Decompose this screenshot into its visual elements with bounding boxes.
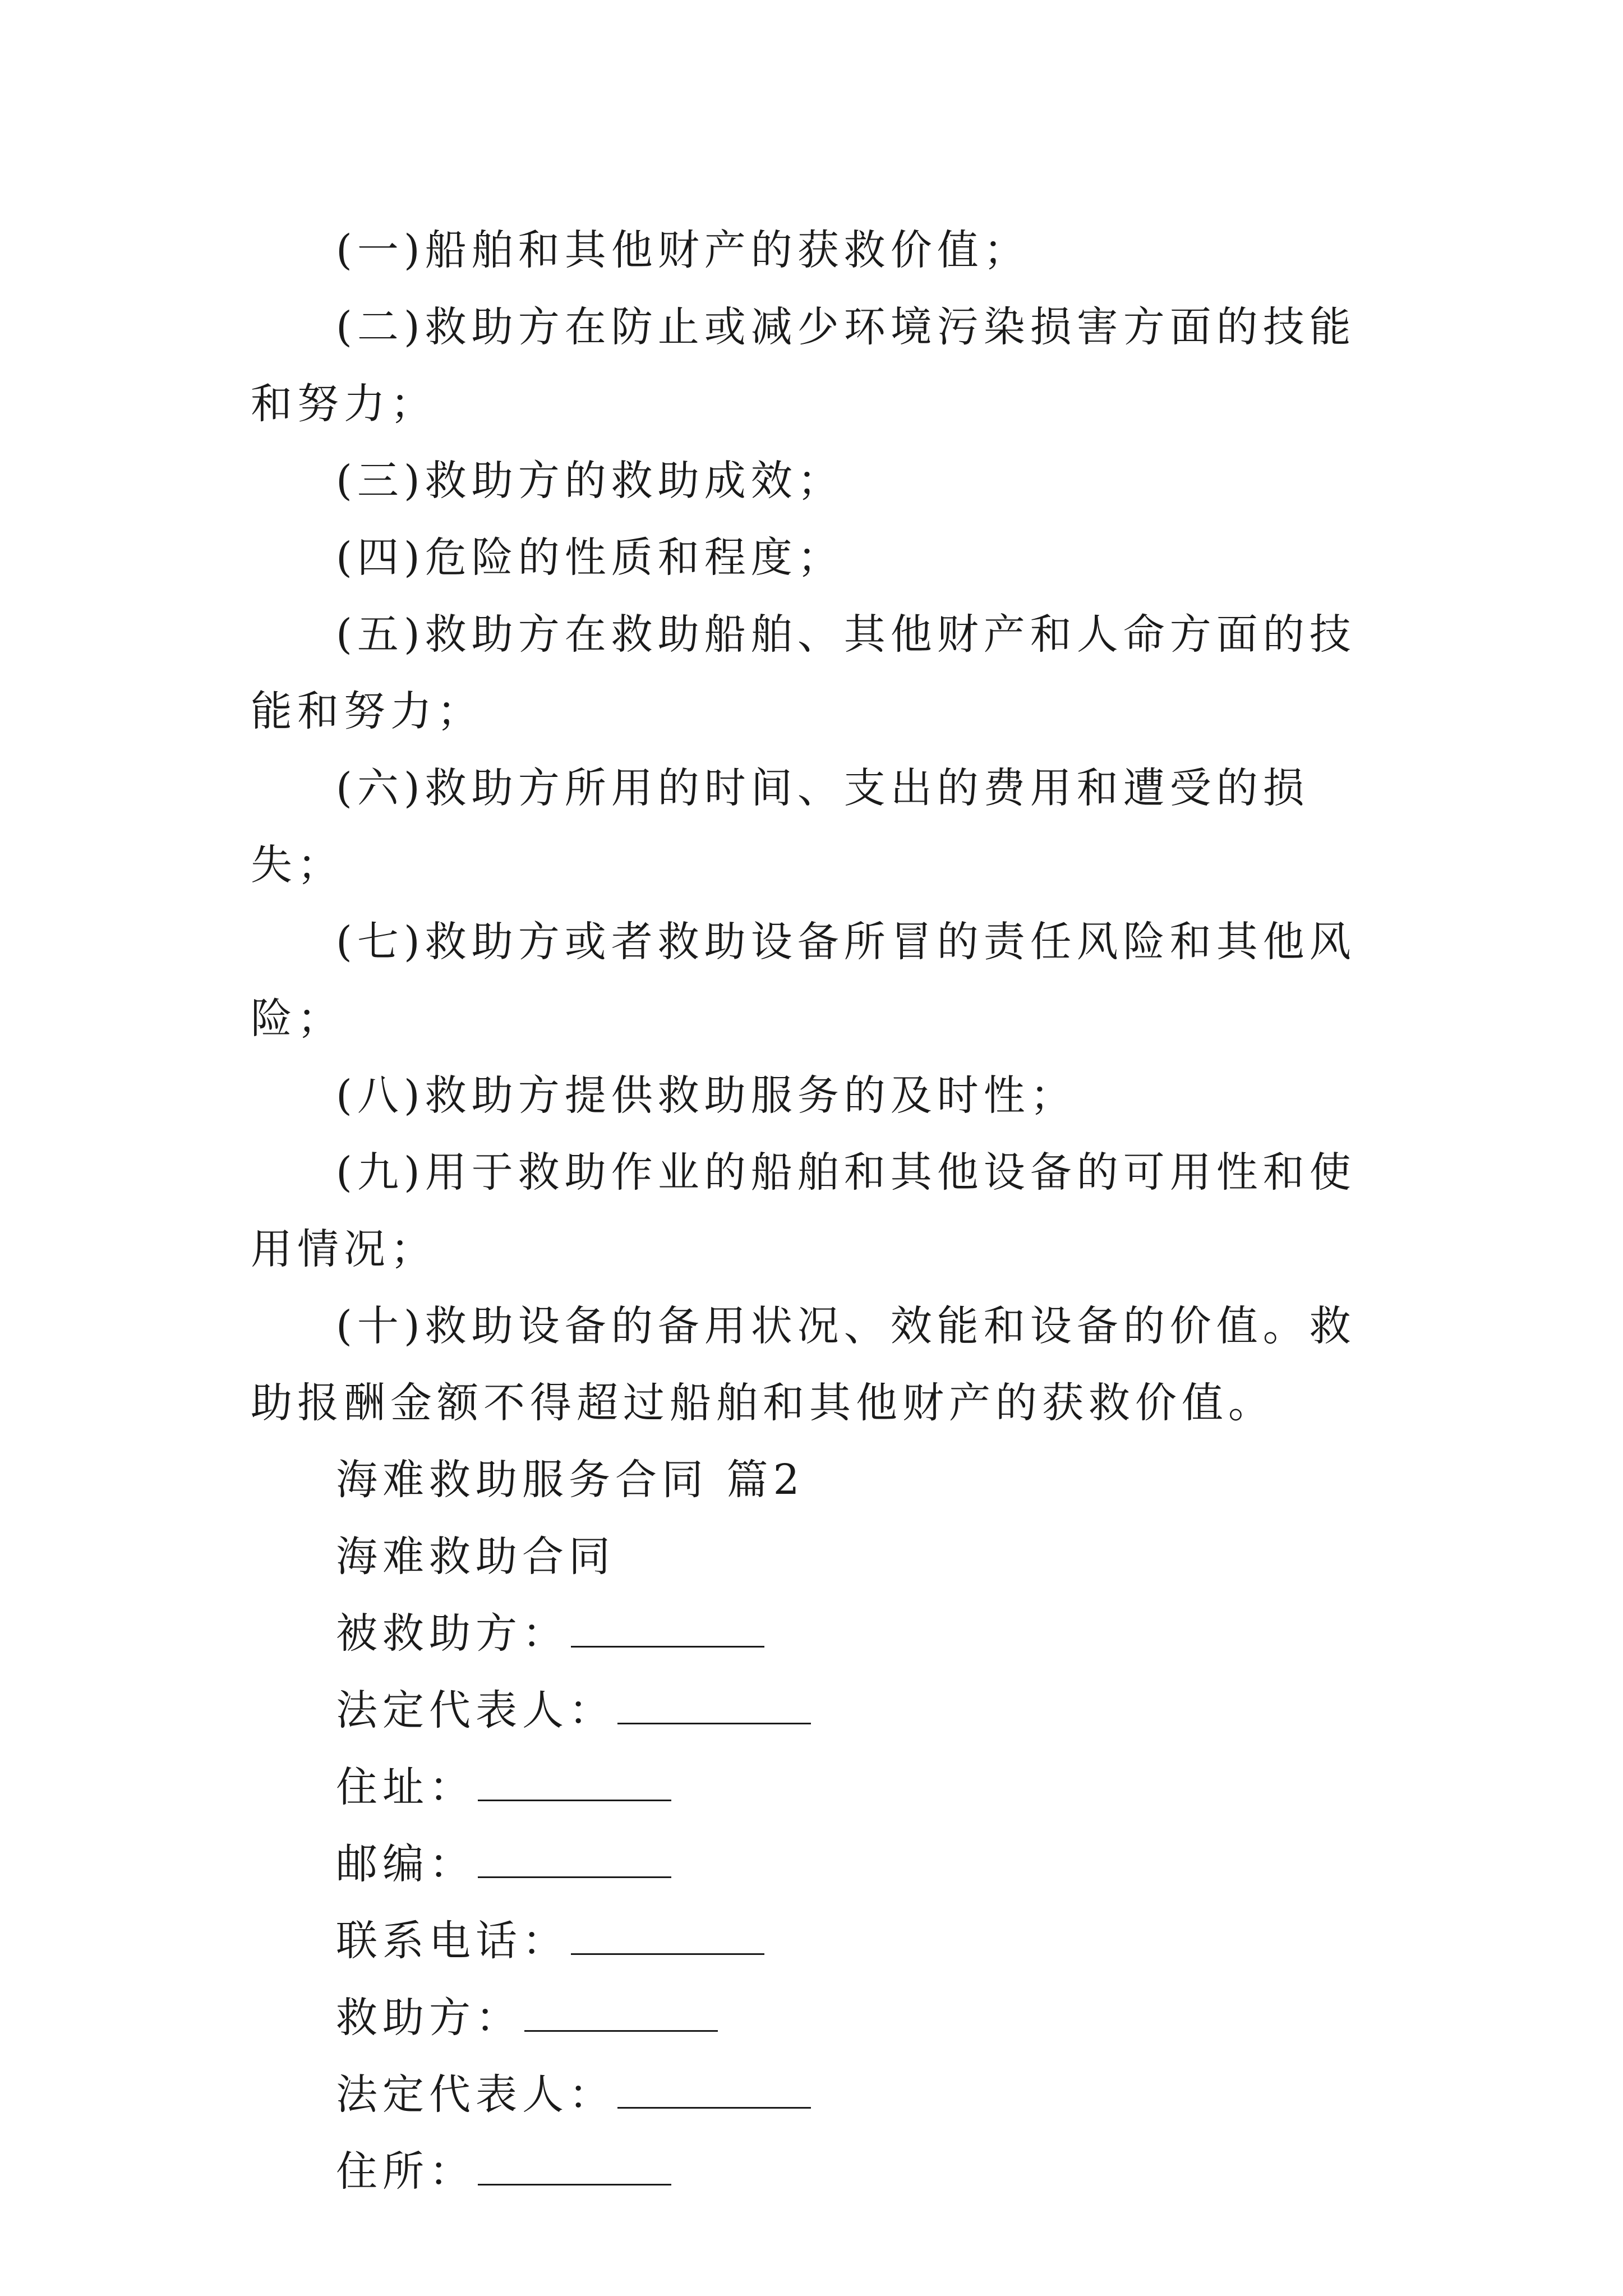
field-label: 住所：	[336, 2147, 476, 2196]
field-postcode	[251, 1826, 1372, 1903]
clause-3: (三)救助方的救助成效；	[336, 457, 844, 505]
clause-9: (九)用于救助作业的船舶和其他设备的可用性和使用情况；	[251, 1148, 1356, 1273]
field-label: 联系电话：	[336, 1917, 569, 1965]
field-label: 邮编：	[336, 1840, 476, 1888]
field-label: 被救助方：	[336, 1609, 569, 1658]
clause-2: (二)救助方在防止或减少环境污染损害方面的技能和努力；	[251, 303, 1356, 428]
blank-line[interactable]	[617, 1688, 811, 1724]
field-label: 法定代表人：	[336, 2070, 615, 2119]
blank-line[interactable]	[478, 2149, 671, 2185]
clause-4: (四)危险的性质和程度；	[336, 533, 844, 582]
field-phone	[251, 1903, 1372, 1980]
clause-1: (一)船舶和其他财产的获救价值；	[336, 226, 1030, 274]
blank-line[interactable]	[617, 2072, 811, 2109]
blank-line[interactable]	[478, 1842, 671, 1878]
contract-title: 海难救助合同	[336, 1533, 615, 1581]
field-residence	[251, 2133, 1372, 2210]
field-rescued-party	[251, 1595, 1372, 1672]
field-rescued-legal-rep	[251, 1672, 1372, 1749]
clause-5: (五)救助方在救助船舶、其他财产和人命方面的技能和努力；	[251, 610, 1356, 735]
clause-10: (十)救助设备的备用状况、效能和设备的价值。救助报酬金额不得超过船舶和其他财产的获救价值。	[251, 1302, 1356, 1427]
clause-7: (七)救助方或者救助设备所冒的责任风险和其他风险；	[251, 918, 1356, 1043]
field-label: 救助方：	[336, 1994, 522, 2042]
field-label: 法定代表人：	[336, 1686, 615, 1734]
clause-6: (六)救助方所用的时间、支出的费用和遭受的损失；	[251, 764, 1310, 889]
blank-line[interactable]	[524, 1995, 718, 2032]
field-address	[251, 1749, 1372, 1826]
field-salvor-legal-rep	[251, 2056, 1372, 2133]
blank-line[interactable]	[478, 1765, 671, 1801]
field-label: 住址：	[336, 1763, 476, 1811]
clause-8: (八)救助方提供救助服务的及时性；	[336, 1071, 1077, 1120]
blank-line[interactable]	[571, 1918, 764, 1955]
section-heading: 海难救助服务合同 篇2	[336, 1456, 805, 1504]
field-salvor	[251, 1980, 1372, 2056]
document-body	[251, 212, 1372, 2210]
blank-line[interactable]	[571, 1611, 764, 1648]
